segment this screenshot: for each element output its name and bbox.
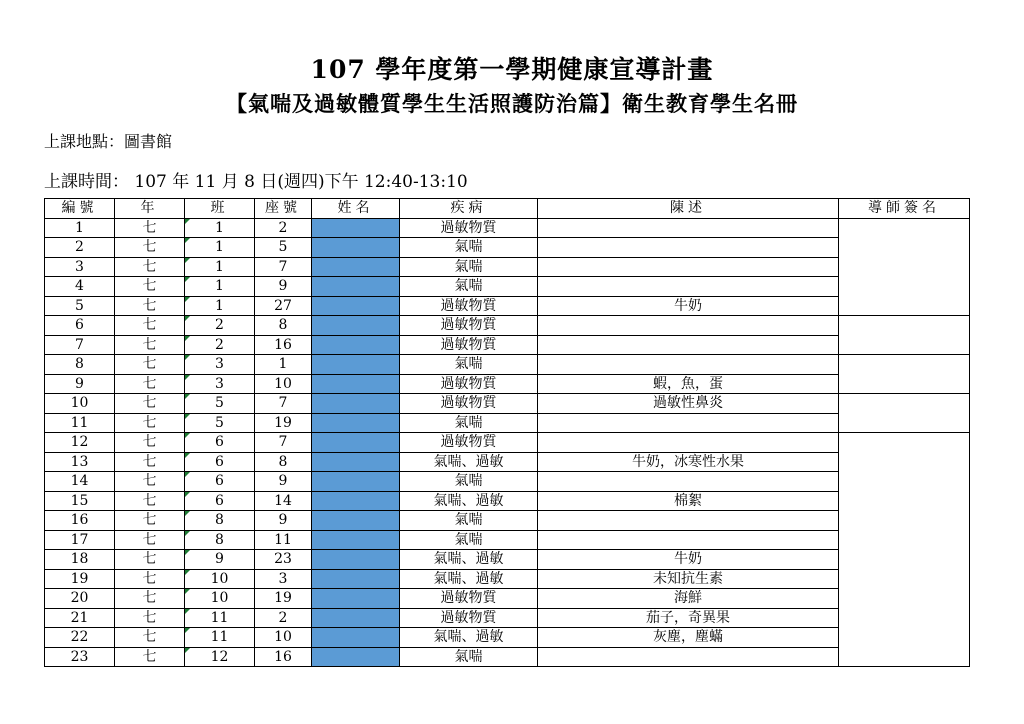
row-name-cell	[312, 218, 400, 238]
row-number-cell: 5	[45, 296, 115, 316]
teacher-signature-cell[interactable]	[839, 316, 970, 355]
row-disease-cell: 過敏物質	[400, 316, 538, 336]
row-disease-cell: 過敏物質	[400, 433, 538, 453]
row-number-cell: 16	[45, 511, 115, 531]
row-seat-cell: 14	[255, 491, 312, 511]
row-name-cell	[312, 569, 400, 589]
table-row	[45, 647, 970, 667]
row-note-cell	[538, 433, 839, 453]
row-note-cell: 茄子，奇異果	[538, 608, 839, 628]
row-note-cell	[538, 530, 839, 550]
row-grade-cell: 七	[115, 647, 185, 667]
row-seat-cell: 9	[255, 277, 312, 297]
row-seat-cell: 1	[255, 355, 312, 375]
row-grade-cell: 七	[115, 589, 185, 609]
table-row	[45, 511, 970, 531]
row-number-cell: 14	[45, 472, 115, 492]
row-note-cell: 棉絮	[538, 491, 839, 511]
row-grade-cell: 七	[115, 238, 185, 258]
row-seat-cell: 2	[255, 218, 312, 238]
row-disease-cell: 過敏物質	[400, 374, 538, 394]
row-name-cell	[312, 296, 400, 316]
row-number-cell: 1	[45, 218, 115, 238]
table-row	[45, 608, 970, 628]
teacher-signature-cell[interactable]	[839, 394, 970, 433]
row-grade-cell: 七	[115, 550, 185, 570]
row-name-cell	[312, 628, 400, 648]
student-roster-table	[44, 198, 970, 667]
row-seat-cell: 11	[255, 530, 312, 550]
row-seat-cell: 23	[255, 550, 312, 570]
row-note-cell	[538, 647, 839, 667]
table-row	[45, 257, 970, 277]
class-time: 上課時間： 107 年 11 月 8 日(週四)下午 12:40-13:10	[44, 172, 468, 192]
row-number-cell: 8	[45, 355, 115, 375]
row-number-cell: 12	[45, 433, 115, 453]
row-grade-cell: 七	[115, 569, 185, 589]
row-disease-cell: 氣喘	[400, 257, 538, 277]
row-disease-cell: 過敏物質	[400, 296, 538, 316]
row-disease-cell: 氣喘	[400, 647, 538, 667]
row-seat-cell: 3	[255, 569, 312, 589]
row-grade-cell: 七	[115, 608, 185, 628]
column-header-number: 編號	[45, 199, 115, 219]
row-disease-cell: 過敏物質	[400, 394, 538, 414]
row-name-cell	[312, 589, 400, 609]
table-row	[45, 491, 970, 511]
row-disease-cell: 氣喘、過敏	[400, 452, 538, 472]
row-disease-cell: 氣喘	[400, 472, 538, 492]
table-row	[45, 589, 970, 609]
row-number-cell: 2	[45, 238, 115, 258]
row-name-cell	[312, 355, 400, 375]
row-disease-cell: 氣喘	[400, 530, 538, 550]
row-class-cell: 6	[185, 491, 255, 511]
row-number-cell: 4	[45, 277, 115, 297]
row-seat-cell: 2	[255, 608, 312, 628]
row-number-cell: 15	[45, 491, 115, 511]
row-name-cell	[312, 472, 400, 492]
row-grade-cell: 七	[115, 472, 185, 492]
row-class-cell: 1	[185, 218, 255, 238]
table-row	[45, 277, 970, 297]
row-class-cell: 2	[185, 335, 255, 355]
row-grade-cell: 七	[115, 394, 185, 414]
row-number-cell: 7	[45, 335, 115, 355]
table-row	[45, 433, 970, 453]
row-disease-cell: 氣喘、過敏	[400, 550, 538, 570]
row-disease-cell: 氣喘、過敏	[400, 491, 538, 511]
row-seat-cell: 10	[255, 628, 312, 648]
column-header-note: 陳述	[538, 199, 839, 219]
row-note-cell: 牛奶	[538, 550, 839, 570]
teacher-signature-cell[interactable]	[839, 355, 970, 394]
row-name-cell	[312, 257, 400, 277]
row-class-cell: 1	[185, 257, 255, 277]
row-grade-cell: 七	[115, 374, 185, 394]
row-name-cell	[312, 413, 400, 433]
row-class-cell: 6	[185, 472, 255, 492]
column-header-class: 班	[185, 199, 255, 219]
row-number-cell: 22	[45, 628, 115, 648]
row-class-cell: 1	[185, 238, 255, 258]
row-disease-cell: 氣喘、過敏	[400, 628, 538, 648]
table-row	[45, 550, 970, 570]
row-class-cell: 2	[185, 316, 255, 336]
row-note-cell: 蝦，魚，蛋	[538, 374, 839, 394]
row-disease-cell: 氣喘	[400, 355, 538, 375]
row-name-cell	[312, 491, 400, 511]
class-location: 上課地點：圖書館	[44, 132, 173, 151]
row-name-cell	[312, 550, 400, 570]
table-row	[45, 472, 970, 492]
row-seat-cell: 7	[255, 433, 312, 453]
row-name-cell	[312, 433, 400, 453]
row-name-cell	[312, 452, 400, 472]
row-grade-cell: 七	[115, 335, 185, 355]
row-grade-cell: 七	[115, 628, 185, 648]
row-note-cell: 牛奶，冰寒性水果	[538, 452, 839, 472]
row-note-cell	[538, 413, 839, 433]
row-disease-cell: 氣喘	[400, 238, 538, 258]
row-class-cell: 1	[185, 277, 255, 297]
row-disease-cell: 過敏物質	[400, 608, 538, 628]
row-number-cell: 13	[45, 452, 115, 472]
row-number-cell: 3	[45, 257, 115, 277]
row-seat-cell: 19	[255, 589, 312, 609]
row-grade-cell: 七	[115, 218, 185, 238]
row-note-cell: 海鮮	[538, 589, 839, 609]
row-disease-cell: 氣喘	[400, 511, 538, 531]
row-note-cell	[538, 257, 839, 277]
row-class-cell: 6	[185, 452, 255, 472]
row-name-cell	[312, 238, 400, 258]
row-number-cell: 20	[45, 589, 115, 609]
row-seat-cell: 7	[255, 257, 312, 277]
column-header-name: 姓名	[312, 199, 400, 219]
row-class-cell: 3	[185, 374, 255, 394]
row-class-cell: 11	[185, 628, 255, 648]
row-class-cell: 6	[185, 433, 255, 453]
row-number-cell: 23	[45, 647, 115, 667]
table-body	[45, 218, 970, 667]
row-grade-cell: 七	[115, 355, 185, 375]
row-note-cell: 灰塵，塵蟎	[538, 628, 839, 648]
row-number-cell: 6	[45, 316, 115, 336]
row-disease-cell: 氣喘	[400, 413, 538, 433]
row-seat-cell: 16	[255, 647, 312, 667]
column-header-grade: 年	[115, 199, 185, 219]
row-grade-cell: 七	[115, 316, 185, 336]
table-row	[45, 355, 970, 375]
row-note-cell	[538, 355, 839, 375]
table-row	[45, 218, 970, 238]
row-note-cell: 牛奶	[538, 296, 839, 316]
row-grade-cell: 七	[115, 491, 185, 511]
row-class-cell: 3	[185, 355, 255, 375]
row-note-cell	[538, 238, 839, 258]
row-name-cell	[312, 335, 400, 355]
row-grade-cell: 七	[115, 511, 185, 531]
row-note-cell	[538, 277, 839, 297]
table-row	[45, 296, 970, 316]
row-disease-cell: 過敏物質	[400, 335, 538, 355]
table-row	[45, 569, 970, 589]
row-name-cell	[312, 374, 400, 394]
row-seat-cell: 27	[255, 296, 312, 316]
row-seat-cell: 8	[255, 452, 312, 472]
row-number-cell: 19	[45, 569, 115, 589]
row-disease-cell: 過敏物質	[400, 218, 538, 238]
row-note-cell	[538, 218, 839, 238]
table-row	[45, 452, 970, 472]
row-disease-cell: 過敏物質	[400, 589, 538, 609]
table-row	[45, 316, 970, 336]
row-grade-cell: 七	[115, 433, 185, 453]
row-grade-cell: 七	[115, 257, 185, 277]
row-seat-cell: 16	[255, 335, 312, 355]
column-header-seat: 座號	[255, 199, 312, 219]
row-seat-cell: 5	[255, 238, 312, 258]
teacher-signature-cell[interactable]	[839, 433, 970, 667]
row-name-cell	[312, 647, 400, 667]
row-seat-cell: 7	[255, 394, 312, 414]
table-row	[45, 530, 970, 550]
row-grade-cell: 七	[115, 296, 185, 316]
row-seat-cell: 10	[255, 374, 312, 394]
row-name-cell	[312, 511, 400, 531]
page-title: 107 學年度第一學期健康宣導計畫	[310, 55, 714, 84]
row-number-cell: 17	[45, 530, 115, 550]
teacher-signature-cell[interactable]	[839, 218, 970, 316]
row-note-cell	[538, 335, 839, 355]
row-grade-cell: 七	[115, 530, 185, 550]
table-row	[45, 335, 970, 355]
row-grade-cell: 七	[115, 277, 185, 297]
row-class-cell: 1	[185, 296, 255, 316]
row-number-cell: 9	[45, 374, 115, 394]
row-disease-cell: 氣喘、過敏	[400, 569, 538, 589]
row-note-cell	[538, 316, 839, 336]
row-name-cell	[312, 530, 400, 550]
row-grade-cell: 七	[115, 413, 185, 433]
column-header-disease: 疾病	[400, 199, 538, 219]
row-seat-cell: 19	[255, 413, 312, 433]
row-class-cell: 10	[185, 589, 255, 609]
row-class-cell: 12	[185, 647, 255, 667]
row-class-cell: 5	[185, 413, 255, 433]
row-number-cell: 18	[45, 550, 115, 570]
table-row	[45, 628, 970, 648]
row-class-cell: 8	[185, 511, 255, 531]
row-note-cell: 過敏性鼻炎	[538, 394, 839, 414]
row-name-cell	[312, 277, 400, 297]
table-header-row	[45, 199, 970, 219]
row-seat-cell: 9	[255, 511, 312, 531]
table-row	[45, 413, 970, 433]
row-number-cell: 21	[45, 608, 115, 628]
row-note-cell: 未知抗生素	[538, 569, 839, 589]
table-row	[45, 238, 970, 258]
row-class-cell: 8	[185, 530, 255, 550]
row-note-cell	[538, 511, 839, 531]
column-header-signature: 導師簽名	[839, 199, 970, 219]
row-seat-cell: 9	[255, 472, 312, 492]
row-name-cell	[312, 608, 400, 628]
row-seat-cell: 8	[255, 316, 312, 336]
row-note-cell	[538, 472, 839, 492]
row-number-cell: 11	[45, 413, 115, 433]
row-name-cell	[312, 316, 400, 336]
page-subtitle: 【氣喘及過敏體質學生生活照護防治篇】衛生教育學生名冊	[226, 91, 798, 116]
table-row	[45, 394, 970, 414]
row-disease-cell: 氣喘	[400, 277, 538, 297]
row-class-cell: 5	[185, 394, 255, 414]
row-name-cell	[312, 394, 400, 414]
row-number-cell: 10	[45, 394, 115, 414]
row-class-cell: 10	[185, 569, 255, 589]
row-class-cell: 9	[185, 550, 255, 570]
row-grade-cell: 七	[115, 452, 185, 472]
table-row	[45, 374, 970, 394]
row-class-cell: 11	[185, 608, 255, 628]
